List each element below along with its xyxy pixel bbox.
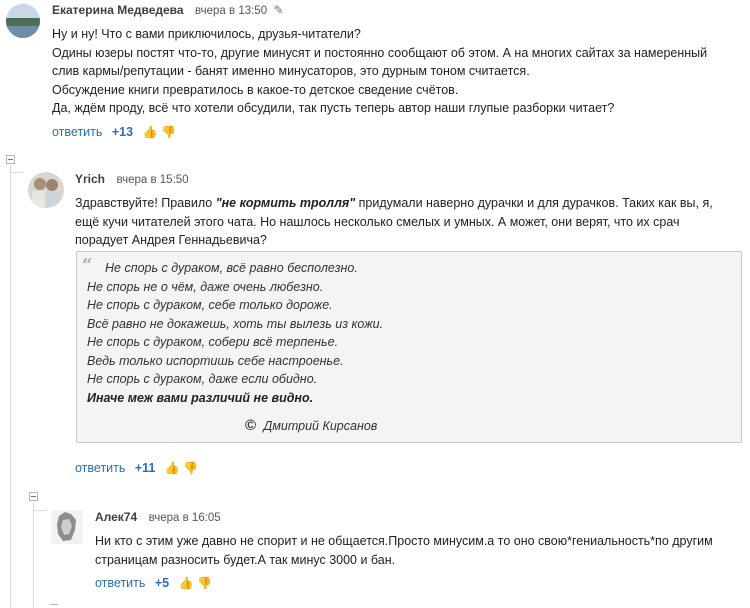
comment-score: +5 — [154, 576, 170, 590]
thumb-down-icon[interactable]: 👎 — [161, 125, 176, 139]
collapse-thread-button[interactable] — [6, 155, 15, 164]
comment-author[interactable]: Екатерина Медведева — [52, 3, 184, 17]
thread-line — [50, 604, 58, 605]
thumb-down-icon[interactable]: 👎 — [197, 576, 213, 590]
comment-date: вчера в 13:50 — [195, 5, 268, 17]
comment-line: Обсуждение книги превратилось в какое-то детское сведение счётов. — [52, 82, 459, 97]
edit-pencil-icon[interactable]: ✎ — [273, 3, 284, 17]
thumb-up-icon[interactable]: 👍 — [142, 125, 158, 139]
quote-line: Всё равно не докажешь, хоть ты вылезь из кожи. — [87, 316, 384, 331]
comment-line: Одины юзеры постят что-то, другие минусят и постоянно сообщают об этом. А на многих сайтах за намеренный — [52, 45, 708, 60]
comment-date: вчера в 16:05 — [148, 512, 221, 524]
comment-text: Здравствуйте! Правило — [75, 196, 216, 210]
comment-score: +13 — [111, 125, 134, 139]
quote-line: Не спорь не о чём, даже очень любезно. — [87, 279, 324, 294]
comment-line: Ни кто с этим уже давно не спорит и не общается.Просто минусим.а то оно свою*гениальность*по другим — [95, 534, 713, 548]
reply-link[interactable]: ответить — [75, 461, 126, 475]
comment-body — [52, 25, 742, 118]
comment-author[interactable]: Алек74 — [95, 510, 138, 524]
avatar-alek74[interactable] — [51, 510, 83, 544]
thumb-down-icon[interactable]: 👎 — [183, 461, 199, 475]
comment-line: ещё кучи читателей этого чата. Но нашлось несколько смелых и умных. А может, они верят, что их срач — [75, 214, 680, 229]
comment-date: вчера в 15:50 — [116, 174, 189, 186]
comment-score: +11 — [134, 461, 156, 475]
comment-body — [95, 532, 745, 569]
thread-line — [33, 502, 34, 608]
thumb-up-icon[interactable]: 👍 — [164, 461, 180, 475]
comment-author[interactable]: Yrich — [75, 172, 106, 186]
comment-line — [75, 194, 745, 213]
thread-branch — [33, 510, 47, 511]
thread-branch — [10, 172, 24, 173]
quote-line: Не спорь с дураком, себе только дороже. — [87, 298, 333, 312]
quote-author: Дмитрий Кирсанов — [263, 419, 378, 433]
thumb-up-icon[interactable]: 👍 — [178, 576, 194, 590]
quote-mark-icon: “ — [82, 255, 93, 276]
comment-line: порадует Андрея Геннадьевича? — [75, 233, 267, 247]
quote-block — [76, 251, 742, 443]
avatar-yrich[interactable] — [28, 172, 64, 208]
comment-body — [75, 194, 745, 250]
reply-link[interactable]: ответить — [95, 576, 146, 590]
comment-line: слив кармы/репутации - банят именно минусаторов, это дурным тоном считается. — [52, 64, 530, 78]
quote-line: Не спорь с дураком, собери всё терпенье. — [87, 335, 339, 349]
highlighted-phrase: "не кормить тролля" — [215, 196, 356, 210]
quote-line: Не спорь с дураком, всё равно бесполезно. — [105, 261, 358, 275]
comment-text: придумали наверно дурачки и для дурачков. Таких как вы, я, — [355, 196, 713, 210]
comment-line: Да, ждём проду, всё что хотели обсудили, так пусть теперь автор наши глупые разборки читает? — [52, 101, 615, 115]
collapse-thread-button[interactable] — [29, 492, 38, 501]
quote-line: Не спорь с дураком, даже если обидно. — [87, 372, 318, 386]
quote-last-line: Иначе меж вами различий не видно. — [87, 390, 314, 405]
avatar-ekaterina[interactable] — [6, 4, 40, 38]
comment-line: страницам разносить будет.А так минус 3000 и бан. — [95, 552, 396, 567]
copyright-icon: © — [245, 417, 257, 434]
comment-line: Ну и ну! Что с вами приключилось, друзья-читатели? — [52, 27, 361, 41]
quote-line: Ведь только испортишь себе настроенье. — [87, 353, 344, 368]
reply-link[interactable]: ответить — [52, 125, 103, 139]
thread-line — [10, 165, 11, 608]
